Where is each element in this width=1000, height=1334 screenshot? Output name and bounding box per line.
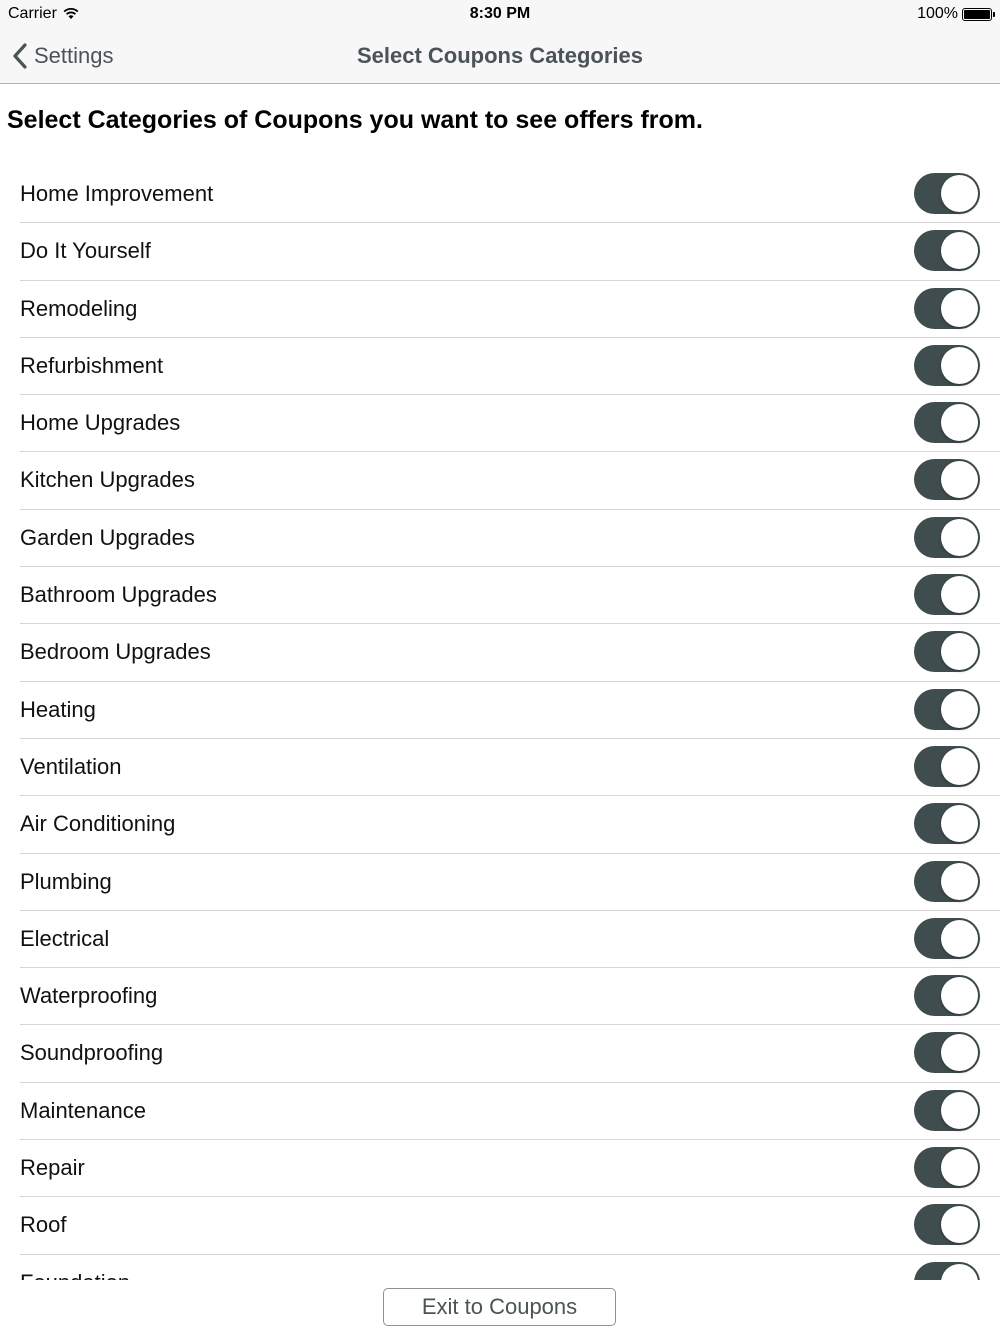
category-label: Garden Upgrades bbox=[20, 524, 195, 550]
category-list[interactable] bbox=[0, 166, 1000, 1280]
category-row bbox=[20, 911, 1000, 968]
category-row bbox=[20, 796, 1000, 853]
category-label: Heating bbox=[20, 696, 96, 722]
category-toggle[interactable] bbox=[914, 861, 980, 902]
category-row bbox=[20, 223, 1000, 280]
category-toggle[interactable] bbox=[914, 517, 980, 558]
category-label: Maintenance bbox=[20, 1097, 146, 1123]
category-toggle[interactable] bbox=[914, 975, 980, 1016]
toggle-knob bbox=[941, 175, 978, 212]
category-row bbox=[20, 166, 1000, 223]
carrier-label: Carrier bbox=[8, 5, 57, 22]
category-label: Soundproofing bbox=[20, 1040, 164, 1066]
category-row bbox=[20, 968, 1000, 1025]
footer-bar bbox=[0, 1280, 1000, 1334]
category-toggle[interactable] bbox=[914, 746, 980, 787]
category-label: Kitchen Upgrades bbox=[20, 467, 195, 493]
status-time: 8:30 PM bbox=[469, 5, 531, 22]
category-row bbox=[20, 682, 1000, 739]
category-row bbox=[20, 1197, 1000, 1254]
category-row bbox=[20, 1083, 1000, 1140]
category-label: Remodeling bbox=[20, 295, 138, 321]
toggle-knob bbox=[941, 347, 978, 384]
page-title: Select Coupons Categories bbox=[356, 43, 644, 68]
toggle-knob bbox=[941, 863, 978, 900]
toggle-knob bbox=[941, 404, 978, 441]
toggle-knob bbox=[941, 691, 978, 728]
category-label: Bedroom Upgrades bbox=[20, 639, 211, 665]
category-row bbox=[20, 567, 1000, 624]
exit-to-coupons-button[interactable]: Exit to Coupons bbox=[383, 1288, 616, 1326]
category-row bbox=[20, 854, 1000, 911]
category-row bbox=[20, 624, 1000, 681]
category-row bbox=[20, 395, 1000, 452]
category-toggle[interactable] bbox=[914, 689, 980, 730]
toggle-knob bbox=[941, 519, 978, 556]
category-label: Home Improvement bbox=[20, 181, 214, 206]
toggle-knob bbox=[941, 920, 978, 957]
navigation-bar bbox=[0, 28, 1000, 84]
category-toggle[interactable] bbox=[914, 1090, 980, 1131]
toggle-knob bbox=[941, 232, 978, 269]
toggle-knob bbox=[941, 748, 978, 785]
toggle-knob bbox=[941, 977, 978, 1014]
category-label: Ventilation bbox=[20, 753, 122, 779]
category-label: Roof bbox=[20, 1212, 67, 1238]
category-label: Plumbing bbox=[20, 868, 112, 894]
category-row bbox=[20, 281, 1000, 338]
toggle-knob bbox=[941, 1092, 978, 1129]
toggle-knob bbox=[941, 1034, 978, 1071]
category-toggle[interactable] bbox=[914, 1204, 980, 1245]
category-label: Repair bbox=[20, 1155, 85, 1181]
category-toggle[interactable] bbox=[914, 631, 980, 672]
category-toggle[interactable] bbox=[914, 918, 980, 959]
intro-heading: Select Categories of Coupons you want to see offers from. bbox=[7, 106, 703, 134]
category-toggle[interactable] bbox=[914, 288, 980, 329]
category-label: Do It Yourself bbox=[20, 238, 151, 264]
toggle-knob bbox=[941, 576, 978, 613]
category-label: Refurbishment bbox=[20, 352, 164, 378]
category-label: Air Conditioning bbox=[20, 811, 176, 837]
category-toggle[interactable] bbox=[914, 803, 980, 844]
category-row bbox=[20, 1140, 1000, 1197]
category-toggle[interactable] bbox=[914, 459, 980, 500]
category-toggle[interactable] bbox=[914, 1032, 980, 1073]
battery-percent: 100% bbox=[917, 5, 958, 22]
toggle-knob bbox=[941, 461, 978, 498]
category-toggle[interactable] bbox=[914, 173, 980, 214]
category-row bbox=[20, 510, 1000, 567]
battery-indicator bbox=[917, 5, 992, 23]
category-toggle[interactable] bbox=[914, 345, 980, 386]
category-row bbox=[20, 739, 1000, 796]
category-row bbox=[20, 338, 1000, 395]
category-label: Waterproofing bbox=[20, 983, 158, 1009]
category-toggle[interactable] bbox=[914, 230, 980, 271]
category-label: Electrical bbox=[20, 925, 110, 951]
battery-icon bbox=[962, 8, 992, 21]
category-toggle[interactable] bbox=[914, 1147, 980, 1188]
toggle-knob bbox=[941, 1149, 978, 1186]
back-button-label: Settings bbox=[34, 43, 114, 68]
category-toggle[interactable] bbox=[914, 402, 980, 443]
toggle-knob bbox=[941, 1206, 978, 1243]
status-bar bbox=[0, 0, 1000, 28]
toggle-knob bbox=[941, 290, 978, 327]
category-row bbox=[20, 1025, 1000, 1082]
toggle-knob bbox=[941, 633, 978, 670]
category-toggle[interactable] bbox=[914, 574, 980, 615]
category-label: Home Upgrades bbox=[20, 410, 181, 436]
toggle-knob bbox=[941, 805, 978, 842]
category-label: Bathroom Upgrades bbox=[20, 582, 217, 608]
category-row bbox=[20, 452, 1000, 509]
